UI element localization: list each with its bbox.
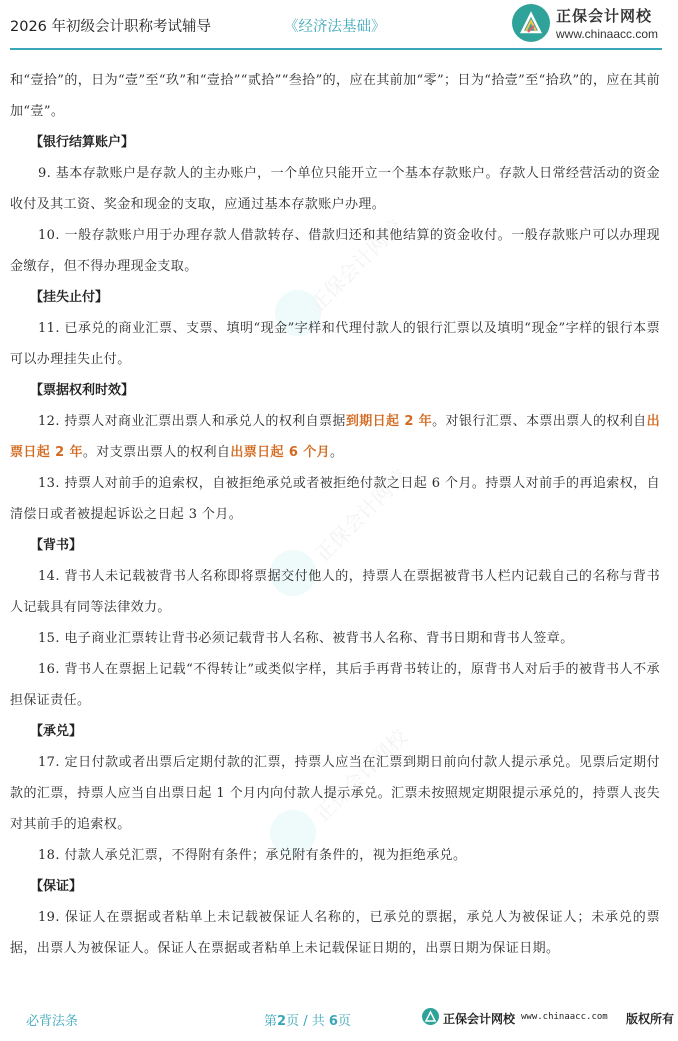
paragraph-10: 10. 一般存款账户用于办理存款人借款转存、借款归还和其他结算的资金收付。一般存款账户可以办理现金缴存，但不得办理现金支取。 — [10, 228, 660, 274]
footer-brand: 正保会计网校 — [443, 1012, 516, 1026]
paragraph-18: 18. 付款人承兑汇票，不得附有条件；承兑附有条件的，视为拒绝承兑。 — [38, 848, 467, 863]
text-run: 。 — [330, 445, 344, 460]
section-heading-bank-accounts: 【银行结算账户】 — [30, 135, 135, 150]
brand-url: www.chinaacc.com — [556, 27, 659, 41]
watermark-text: 正保会计网校 — [310, 724, 412, 827]
text-run: 。对支票出票人的权利自 — [82, 445, 231, 460]
section-heading-loss-report: 【挂失止付】 — [30, 290, 109, 305]
book-title: 《经济法基础》 — [284, 19, 386, 35]
paragraph-13: 13. 持票人对前手的追索权，自被拒绝承兑或者被拒绝付款之日起 6 个月。持票人对前手的再追索权，自清偿日或者被提起诉讼之日起 3 个月。 — [10, 476, 660, 522]
section-heading-time-limit: 【票据权利时效】 — [30, 383, 135, 398]
total-pages: 6 — [328, 1014, 338, 1029]
copyright-notice: 版权所有 — [626, 1012, 675, 1026]
text-run: 12. 持票人对商业汇票出票人和承兑人的权利自票据 — [38, 414, 346, 429]
section-heading-acceptance: 【承兑】 — [30, 724, 83, 739]
brand-name: 正保会计网校 — [556, 7, 653, 25]
page-prefix: 第 — [264, 1014, 278, 1029]
paragraph-19: 19. 保证人在票据或者粘单上未记载被保证人名称的，已承兑的票据，承兑人为被保证人；未承兑的票据，出票人为被保证人。保证人在票据或者粘单上未记载保证日期的，出票日期为保证日期。 — [10, 910, 660, 956]
text-run: 。对银行汇票、本票出票人的权利自 — [432, 414, 647, 429]
page-mid: 页 / 共 — [286, 1014, 325, 1029]
header-divider — [10, 48, 662, 50]
paragraph-11: 11. 已承兑的商业汇票、支票、填明“现金”字样和代理付款人的银行汇票以及填明“现金”字样的银行本票可以办理挂失止付。 — [10, 321, 660, 367]
paragraph-intro: 和“壹拾”的，日为“壹”至“玖”和“壹拾”“贰拾”“叁拾”的，应在其前加“零”；日为“拾壹”至“拾玖”的，应在其前加“壹”。 — [10, 73, 660, 119]
section-heading-guarantee: 【保证】 — [30, 879, 83, 894]
paragraph-12 — [10, 406, 660, 468]
highlight-text: 到期日起 2 年 — [345, 414, 433, 429]
watermark-text: 正保会计网校 — [305, 214, 407, 317]
page-indicator — [264, 1010, 351, 1029]
chinaacc-logo-icon — [512, 4, 550, 42]
page-suffix: 页 — [337, 1014, 351, 1029]
document-body — [10, 65, 660, 964]
highlight-text: 出票日起 6 个月 — [230, 445, 331, 460]
paragraph-16: 16. 背书人在票据上记载“不得转让”或类似字样，其后手再背书转让的，原背书人对后手的被背书人不承担保证责任。 — [10, 662, 660, 708]
highlight-text: 出票日起 2 年 — [10, 414, 660, 460]
course-title: 2026 年初级会计职称考试辅导 — [10, 19, 212, 35]
footer-section-label: 必背法条 — [26, 1014, 79, 1029]
paragraph-14: 14. 背书人未记载被背书人名称即将票据交付他人的，持票人在票据被背书人栏内记载自己的名称与背书人记载具有同等法律效力。 — [10, 569, 660, 615]
paragraph-15: 15. 电子商业汇票转让背书必须记载背书人名称、被背书人名称、背书日期和背书人签章。 — [38, 631, 574, 646]
chinaacc-logo-icon — [422, 1008, 439, 1025]
current-page: 2 — [277, 1014, 287, 1029]
footer-url: www.chinaacc.com — [521, 1012, 608, 1022]
paragraph-9: 9. 基本存款账户是存款人的主办账户，一个单位只能开立一个基本存款账户。存款人日常经营活动的资金收付及其工资、奖金和现金的支取，应通过基本存款账户办理。 — [10, 166, 660, 212]
brand-logo — [512, 2, 672, 46]
watermark-text: 正保会计网校 — [310, 464, 412, 567]
paragraph-17: 17. 定日付款或者出票后定期付款的汇票，持票人应当在汇票到期日前向付款人提示承兑。见票后定期付款的汇票，持票人应当自出票日起 1 个月内向付款人提示承兑。汇票未按照规定期限提示承兑的，持票人丧失对其前手的追索权。 — [10, 755, 660, 832]
page-header — [0, 0, 678, 50]
page-footer — [0, 1005, 678, 1035]
section-heading-endorsement: 【背书】 — [30, 538, 83, 553]
